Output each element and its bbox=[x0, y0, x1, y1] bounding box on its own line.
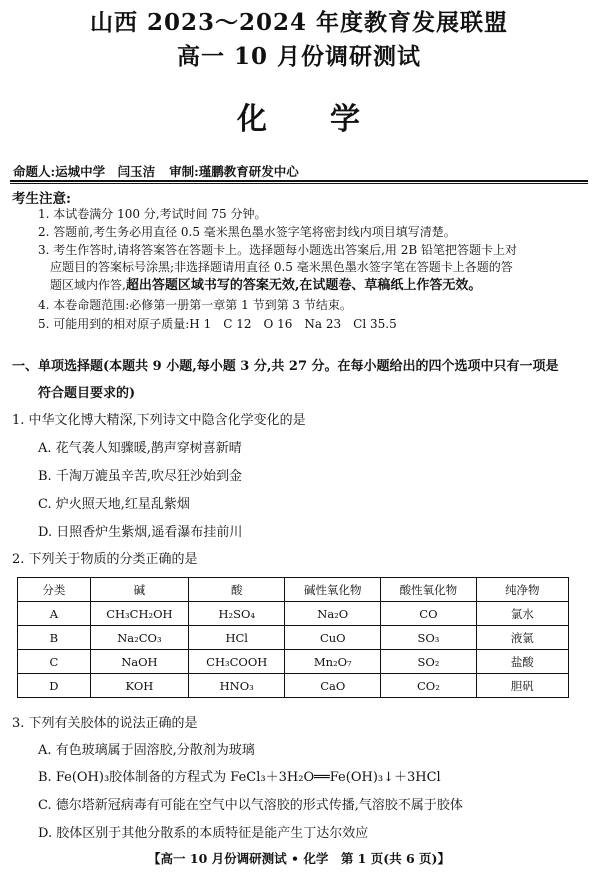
table-cell: 液氯 bbox=[476, 626, 568, 650]
q3-stem: 3. 下列有关胶体的说法正确的是 bbox=[12, 716, 198, 731]
header-rule-thick bbox=[10, 180, 588, 182]
notice-item-3c-text: 题区域内作答, bbox=[50, 278, 126, 292]
table-header-cell: 酸 bbox=[189, 578, 285, 602]
table-cell: CO₂ bbox=[381, 674, 476, 698]
table-header-cell: 碱性氧化物 bbox=[285, 578, 381, 602]
table-cell: A bbox=[18, 602, 91, 626]
notice-item-3c-emphasis: 超出答题区域书写的答案无效,在试题卷、草稿纸上作答无效。 bbox=[125, 278, 482, 293]
table-cell: SO₂ bbox=[381, 650, 476, 674]
page-footer: 【高一 10 月份调研测试 • 化学 第 1 页(共 6 页)】 bbox=[148, 851, 450, 866]
author-credit: 命题人:运城中学 闫玉洁 bbox=[13, 164, 156, 179]
table-cell: Mn₂O₇ bbox=[285, 650, 381, 674]
table-cell: KOH bbox=[90, 674, 188, 698]
table-cell: 胆矾 bbox=[476, 674, 568, 698]
table-cell: Na₂CO₃ bbox=[90, 626, 188, 650]
q1-stem: 1. 中华文化博大精深,下列诗文中隐含化学变化的是 bbox=[12, 413, 306, 428]
section1-heading-line2: 符合题目要求的) bbox=[38, 386, 136, 401]
table-cell: CuO bbox=[285, 626, 381, 650]
table-header-cell: 酸性氧化物 bbox=[381, 578, 476, 602]
notice-item-3b: 应题目的答案标号涂黑;非选择题请用直径 0.5 毫米黑色墨水签字笔在答题卡上各题的答 bbox=[50, 260, 513, 274]
table-cell: 氯水 bbox=[476, 602, 568, 626]
q2-stem: 2. 下列关于物质的分类正确的是 bbox=[12, 552, 198, 567]
q3-option-b: B. Fe(OH)₃胶体制备的方程式为 FeCl₃＋3H₂O══Fe(OH)₃↓＋3HCl bbox=[38, 770, 441, 785]
table-row bbox=[18, 602, 569, 626]
header-rule-thin bbox=[10, 183, 588, 184]
exam-header-line2: 高一 10 月份调研测试 bbox=[176, 43, 422, 70]
q1-option-b: B. 千淘万漉虽辛苦,吹尽狂沙始到金 bbox=[38, 469, 242, 484]
table-cell: CH₃CH₂OH bbox=[90, 602, 188, 626]
table-cell: H₂SO₄ bbox=[189, 602, 285, 626]
table-header-cell: 碱 bbox=[90, 578, 188, 602]
table-header-cell: 分类 bbox=[18, 578, 91, 602]
notice-title: 考生注意: bbox=[12, 191, 71, 207]
subject-title bbox=[0, 94, 598, 138]
q1-option-a: A. 花气袭人知骤暖,鹊声穿树喜新晴 bbox=[38, 441, 242, 456]
table-cell: 盐酸 bbox=[476, 650, 568, 674]
credits-line bbox=[13, 162, 299, 180]
exam-header-line1: 山西 2023～2024 年度教育发展联盟 bbox=[89, 9, 509, 36]
table-cell: CH₃COOH bbox=[189, 650, 285, 674]
table-header-row bbox=[18, 578, 569, 602]
notice-item-1: 1. 本试卷满分 100 分,考试时间 75 分钟。 bbox=[38, 207, 267, 221]
table-cell: CO bbox=[381, 602, 476, 626]
notice-item-2: 2. 答题前,考生务必用直径 0.5 毫米黑色墨水签字笔将密封线内项目填写清楚。 bbox=[38, 225, 456, 239]
table-cell: HNO₃ bbox=[189, 674, 285, 698]
table-cell: Na₂O bbox=[285, 602, 381, 626]
reviewer-credit: 审制:瑾鹏教育研发中心 bbox=[169, 164, 299, 179]
table-cell: D bbox=[18, 674, 91, 698]
table-cell: HCl bbox=[189, 626, 285, 650]
table-cell: SO₃ bbox=[381, 626, 476, 650]
subject-char-1: 化 bbox=[237, 102, 268, 137]
table-row bbox=[18, 650, 569, 674]
table-cell: CaO bbox=[285, 674, 381, 698]
q3-option-c: C. 德尔塔新冠病毒有可能在空气中以气溶胶的形式传播,气溶胶不属于胶体 bbox=[38, 798, 463, 813]
notice-item-4: 4. 本卷命题范围:必修第一册第一章第 1 节到第 3 节结束。 bbox=[38, 298, 352, 312]
q1-option-c: C. 炉火照天地,红星乱紫烟 bbox=[38, 497, 190, 512]
table-cell: B bbox=[18, 626, 91, 650]
table-cell: C bbox=[18, 650, 91, 674]
subject-char-2: 学 bbox=[330, 102, 361, 137]
q1-option-d: D. 日照香炉生紫烟,遥看瀑布挂前川 bbox=[38, 525, 243, 540]
notice-item-5: 5. 可能用到的相对原子质量:H 1 C 12 O 16 Na 23 Cl 35.5 bbox=[38, 317, 397, 331]
table-header-cell: 纯净物 bbox=[476, 578, 568, 602]
table-cell: NaOH bbox=[90, 650, 188, 674]
q3-option-a: A. 有色玻璃属于固溶胶,分散剂为玻璃 bbox=[38, 743, 255, 758]
notice-item-3c bbox=[50, 277, 481, 294]
classification-table bbox=[17, 577, 569, 698]
section1-heading-line1: 一、单项选择题(本题共 9 小题,每小题 3 分,共 27 分。在每小题给出的四个选项中只有一项是 bbox=[12, 359, 559, 374]
table-row bbox=[18, 626, 569, 650]
q3-option-d: D. 胶体区别于其他分散系的本质特征是能产生丁达尔效应 bbox=[38, 826, 369, 841]
notice-item-3a: 3. 考生作答时,请将答案答在答题卡上。选择题每小题选出答案后,用 2B 铅笔把答题卡上对 bbox=[38, 243, 517, 257]
table-row bbox=[18, 674, 569, 698]
